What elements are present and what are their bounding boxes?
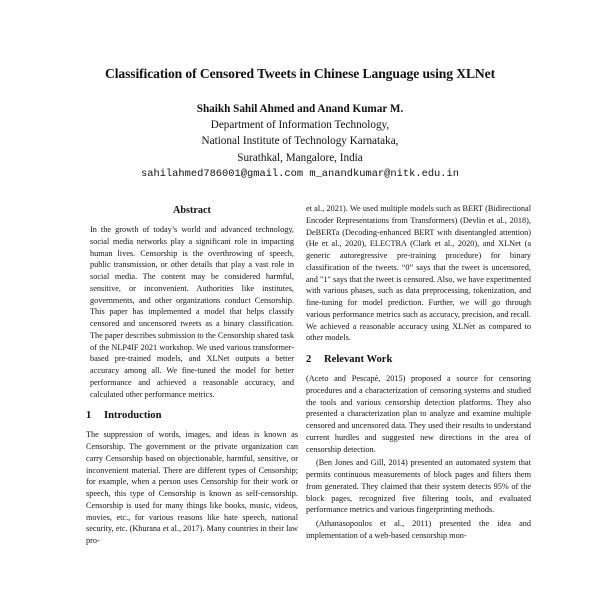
right-column [306, 203, 531, 542]
author-block [0, 101, 600, 182]
left-column [86, 203, 298, 547]
introduction-text: The suppression of words, images, and ideas is known as Censorship. The government or the private organization can carry Censorship based on objectionable, harmful, sensitive, or inconvenient material. There are different types of Censorship; for example, when a person uses Censorship for their work or speech, this type of Censorship is known as self-censorship. Censorship is used for many things like books, music, videos, movies, etc., for various reasons like hate speech, national security, etc. (Khurana et al., 2017). Many countries in their law pro- [86, 430, 298, 545]
related-work-paragraph: (Athanasopoulos et al., 2011) presented the idea and implementation of a web-based censorship mon- [306, 519, 531, 540]
section-number: 1 [86, 410, 92, 422]
section-heading-introduction [86, 410, 298, 421]
author-emails: sahilahmed786001@gmail.com m_anandkumar@nitk.edu.in [140, 167, 459, 180]
affiliation-line: National Institute of Technology Karnataka, [201, 135, 399, 148]
affiliation-line: Department of Information Technology, [210, 119, 390, 132]
abstract-heading: Abstract [173, 205, 211, 216]
introduction-continuation: et al., 2021). We used multiple models such as BERT (Bidirectional Encoder Representations from Transformers) (Devlin et al., 2018), DeBERTa (Decoding-enhanced BERT with disentangled attention) (He et al., 2020), ELECTRA (Clark et al., 2020), and XLNet (a generic autoregressive pre-training procedure) for binary classification of the tweets. “0” says that the tweet is uncensored, and "1" says that the tweet is censored. Also, we have experimented with various phases, such as data preprocessing, tokenization, and fine-tuning for model prediction. Further, we will go through various performance metrics such as accuracy, precision, and recall. We achieved a reasonable accuracy using XLNet as compared to other models. [306, 204, 531, 343]
section-number: 2 [306, 354, 312, 365]
abstract-text: In the growth of today’s world and advanced technology, social media networks play a significant role in impacting human lives. Censorship is the overthrowing of speech, public transmission, or other details that play a vast role in social media. The content may be considered harmful, sensitive, or inconvenient. Authorities like institutes, governments, and other organizations conduct Censorship. This paper has implemented a model that helps classify censored and uncensored tweets as a binary classification. The paper describes submission to the Censorship shared task of the NLP4IF 2021 workshop. We used various transformer-based pre-trained models, and XLNet outputs a better accuracy among all. We fine-tuned the model for better performance and achieved a reasonable accuracy, and calculated other performance metrics. [90, 225, 294, 399]
related-work-paragraph: (Aceto and Pescapè, 2015) proposed a source for censoring procedures and a characterization of censoring systems and studied the tools and various censorship detection platforms. They also presented a characterization plan to analyze and examine multiple censored and uncensored data. They used their results to understand current hurdles and suggested new directions in the area of censorship detection. [306, 374, 531, 454]
paper-title: Classification of Censored Tweets in Chinese Language using XLNet [104, 66, 495, 81]
affiliation-line: Surathkal, Mangalore, India [237, 151, 363, 164]
author-names: Shaikh Sahil Ahmed and Anand Kumar M. [196, 103, 404, 115]
section-title: Introduction [104, 410, 162, 422]
section-title: Relevant Work [324, 354, 393, 365]
related-work-paragraph: (Ben Jones and Gill, 2014) presented an automated system that permits continuous measurements of block pages and filters them from generated. They claimed that their system detects 95% of the block pages, recognized five filtering tools, and evaluated performance metrics and various fingerprinting methods. [306, 458, 531, 515]
section-heading-relevant-work [306, 354, 531, 365]
